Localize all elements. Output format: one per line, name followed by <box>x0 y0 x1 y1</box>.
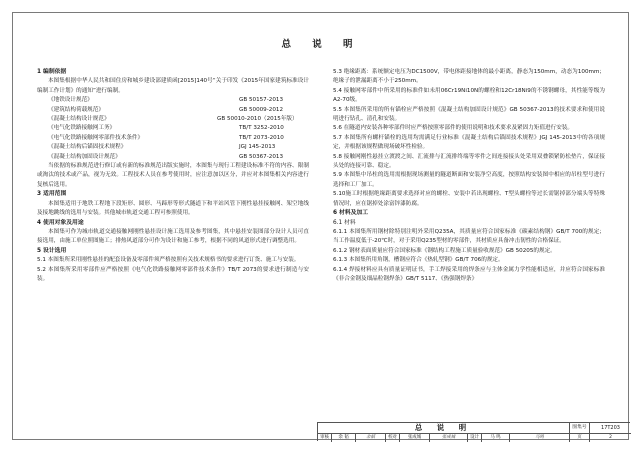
standard-name: 《混凝土结构设计规范》 <box>48 116 110 123</box>
right-column <box>333 68 605 284</box>
standard-name: 《建筑结构荷载规范》 <box>48 106 104 113</box>
standard-name: 《地铁设计规范》 <box>48 97 93 104</box>
clause-5-6: 5.6 在隧道内安装各种零部件时应严格按照零部件的使用说明和技术要求及紧固力矩值进行安装。 <box>333 125 574 132</box>
section-4-para: 本图集可作为城市轨道交通接触网刚性悬挂设计施工选用及参考图集，其中悬挂安装图部分设计人员可直接选用，由施工单位照图施工；排热风道部分可作为设计和施工参考，根据不同的风道形式进行调整选用。 <box>37 228 309 245</box>
standard-row <box>37 106 309 115</box>
reviewer-signature: 余韬 <box>356 434 386 442</box>
clause-5-5: 5.5 本图集所采用的所有锚栓应严格按照《混凝土结构加固设计规范》GB 50367-2013的技术要求和使用说明进行钻孔、清孔和安装。 <box>333 106 605 123</box>
clause-5-1: 5.1 本图集所采用刚性悬挂的配套设备及零部件须严格按照有关技术规格书的要求进行订货、施工与安装。 <box>37 257 300 264</box>
check-label: 校对 <box>386 434 400 442</box>
clause-5-9: 5.9 本图集中吊柱的选用需根据现场测量的隧道断面和安装净空高度，按照结构安装图中相应的吊柱型号进行选择和工厂加工。 <box>333 172 605 188</box>
clause-5-7: 5.7 本图集所有螺杆锚栓的选用均需满足行业标准《混凝土结构后锚固技术规程》JGJ 145-2013中的各项规定，并根据该规程做现场破坏性检验。 <box>333 134 605 151</box>
clause-5-10: 5.10施工时根据绝缘距离要求选择对应的螺栓、安装中若出现螺栓、T型头螺栓等过长需锯掉部分端头等特殊情况时，应在锯掉处涂富锌漆防腐。 <box>333 191 605 207</box>
title-block-top-row <box>318 423 631 434</box>
standard-row <box>37 115 309 124</box>
section-3-title: 3 适用范围 <box>37 191 67 198</box>
page-title: 总 说 明 <box>281 39 362 50</box>
title-block-signature-row <box>318 434 631 442</box>
clause-5-8: 5.8 接触网刚性悬挂立渡渡之间、汇流排与汇流排终端等零件之间连接接头处采用双叠锁紧防松垫片，保证接头处的连接可靠、稳定。 <box>333 153 605 170</box>
page-label: 页 <box>570 434 590 442</box>
standard-name: 《混凝土结构加固设计规范》 <box>48 153 121 160</box>
clause-6-1-2: 6.1.2 钢材表面质量应符合国家标准《钢结构工程施工质量验收规范》GB 50205的规定。 <box>333 247 556 254</box>
page-number: 2 <box>609 435 612 440</box>
clause-6-1-3: 6.1.3 本图集所用角钢，槽钢应符合《热轧型钢》GB/T 706的规定。 <box>333 257 504 264</box>
drawing-sheet <box>12 12 629 440</box>
standard-code: GB 50367-2013 <box>239 153 283 160</box>
design-label: 设计 <box>468 434 482 442</box>
standard-row <box>37 143 309 152</box>
left-column <box>37 68 309 284</box>
atlas-number-label: 图集号 <box>570 423 590 433</box>
section-3-para: 本图集适用于地铁工程地下段矩形、圆形、马蹄形等形式隧道下和平站风管下刚性悬挂接触网、架空地线及接地跳线的选用与安装。其他城市轨道交通工程可参照使用。 <box>37 200 309 217</box>
section-1-note: 当依据的标准规范进行修订或有新的标准规范出版实施时，本图集与现行工程建设标准不符的内容、限制或淘汰的技术或产品，视为无效。工程技术人员在参考使用时，应注意加以区分，并应对本图集相关内容进行复核后选用。 <box>37 163 309 188</box>
standard-code: TB/T 3252-2010 <box>239 125 284 132</box>
checker-name: 张成城 <box>400 434 430 442</box>
section-1-para: 本图集根据中华人民共和国住房和城乡建设部建质函[2015]140号“关于印发《2015年国家建筑标准设计编制工作计划》的通知”进行编制。 <box>37 78 309 94</box>
clause-5-3: 5.3 绝缘距离：系统额定电压为DC1500V，带电体距接地体的最小距离，静态为150mm，动态为100mm；绝缘子的泄漏距离不小于250mm。 <box>333 69 605 85</box>
standard-row <box>37 153 309 162</box>
atlas-number: 17T203 <box>601 425 620 431</box>
standard-row <box>37 96 309 105</box>
standard-name: 《混凝土结构后锚固技术规程》 <box>48 144 127 151</box>
section-4-title: 4 使用对象及用途 <box>37 219 84 226</box>
title-block <box>317 422 630 441</box>
section-6-title: 6 材料及加工 <box>333 210 369 217</box>
clause-5-2: 5.2 本图集所采用零部件应严格按照《电气化铁路接触网零部件技术条件》TB/T 2073的要求进行制造与安装。 <box>37 266 309 282</box>
section-1-title: 1 编制依据 <box>37 69 67 75</box>
section-5-title: 5 设计选用 <box>37 247 67 254</box>
standard-code: GB 50009-2012 <box>239 106 283 113</box>
designer-signature: 马鸣 <box>510 434 570 442</box>
standard-row <box>37 124 309 133</box>
standards-list <box>37 96 309 162</box>
standard-code: TB/T 2073-2010 <box>239 134 284 141</box>
standard-name: 《电气化铁路接触网零部件技术条件》 <box>48 134 144 141</box>
clause-5-4: 5.4 接触网零部件中所采用的标准件如未用06Cr19Ni10N的螺栓和12Cr18Ni9的不锈钢螺母，其性能等级为A2-70级。 <box>333 87 605 104</box>
standard-code: JGJ 145-2013 <box>239 144 276 151</box>
standard-name: 《电气化铁路接触网工务》 <box>48 125 116 132</box>
subsection-6-1-title: 6.1 材料 <box>333 219 356 226</box>
clause-6-1-1: 6.1.1 本图集所用钢材除特别注明外采用Q235A，其质量应符合国家标准《碳素结构钢》GB/T 700的规定；当工作温度低于-20℃时，对于采用Q235型材的零部件，其材质应具备冲击韧性的合格保证。 <box>333 228 605 245</box>
reviewer-name: 余 韬 <box>332 434 356 442</box>
clause-6-1-4: 6.1.4 焊接材料应具有质量证明证书，手工焊接采用的焊条应与主体金属力学性能相适应，并应符合国家标准《非合金钢及细晶粒钢焊条》GB/T 5117、《热强钢焊条》 <box>333 266 605 282</box>
standard-code: GB 50157-2013 <box>239 97 283 104</box>
checker-signature: 张成城 <box>430 434 468 442</box>
standard-row <box>37 134 309 143</box>
designer-name: 马 鸣 <box>482 434 510 442</box>
review-label: 审核 <box>318 434 332 442</box>
standard-code: GB 50010-2010（2015年版） <box>217 116 298 123</box>
title-block-title: 总 说 明 <box>318 423 570 433</box>
